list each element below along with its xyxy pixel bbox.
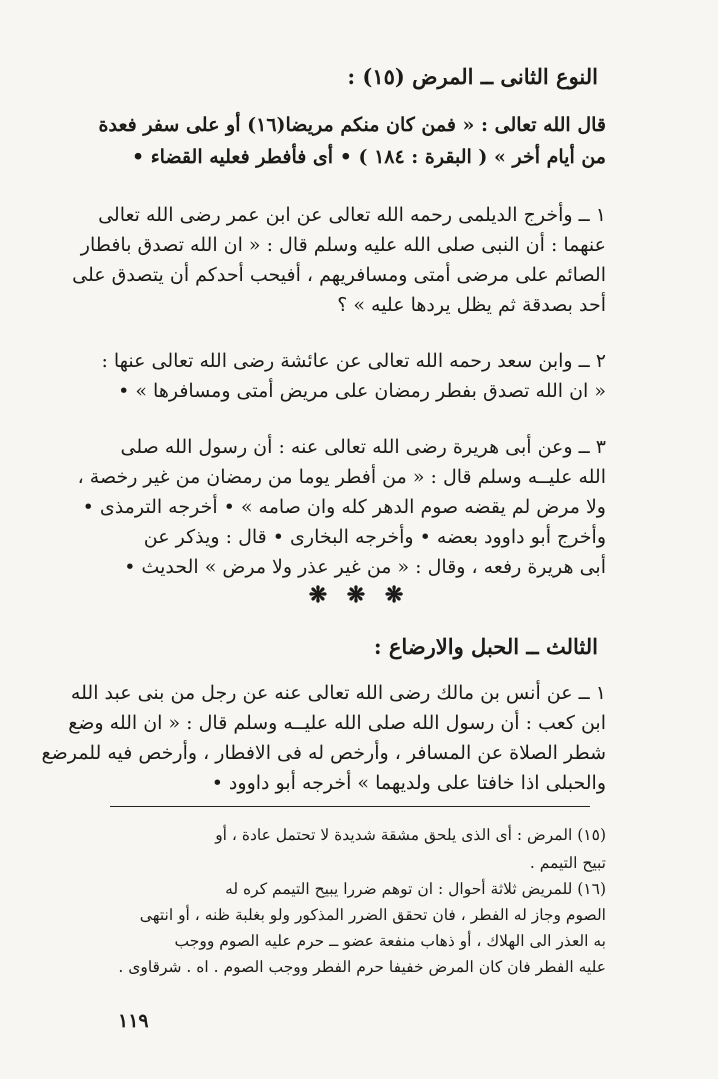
footnote-16-line-1: (١٦) للمريض ثلاثة أحوال : ان توهم ضررا يبيح التيمم كره له <box>225 880 606 898</box>
section-heading-pregnancy: الثالث ــ الحبل والارضاع : <box>373 634 598 659</box>
hadith-3-line-1: ٣ ــ وعن أبى هريرة رضى الله تعالى عنه : أن رسول الله صلى <box>120 436 606 458</box>
section-separator: ❋ ❋ ❋ <box>308 582 410 608</box>
hadith-1-line-2: عنهما : أن النبى صلى الله عليه وسلم قال : « ان الله تصدق بافطار <box>80 234 606 256</box>
hadith-1-line-1: ١ ــ وأخرج الديلمى رحمه الله تعالى عن ابن عمر رضى الله تعالى <box>98 204 606 226</box>
footnote-16-line-4: عليه الفطر فان كان المرض خفيفا حرم الفطر ووجب الصوم . اه . شرقاوى . <box>118 958 606 976</box>
footnote-15-line-2: تبيح التيمم . <box>529 854 606 872</box>
hadith-4-line-3: شطر الصلاة عن المسافر ، وأرخص له فى الافطار ، وأرخص فيه للمرضع <box>41 742 606 764</box>
hadith-3-line-4: وأخرج أبو داوود بعضه • وأخرجه البخارى • قال : ويذكر عن <box>143 526 606 548</box>
hadith-3-line-5: أبى هريرة رفعه ، وقال : « من غير عذر ولا مرض » الحديث • <box>124 556 606 578</box>
hadith-4-line-2: ابن كعب : أن رسول الله صلى الله عليــه وسلم قال : « ان الله وضع <box>68 712 606 734</box>
hadith-3-line-2: الله عليــه وسلم قال : « من أفطر يوما من رمضان من غير رخصة ، <box>77 466 606 488</box>
page-number: ١١٩ <box>118 1010 149 1032</box>
section-heading-disease: النوع الثانى ــ المرض (١٥) : <box>347 64 598 89</box>
hadith-4-line-1: ١ ــ عن أنس بن مالك رضى الله تعالى عنه عن رجل من بنى عبد الله <box>70 682 606 704</box>
footnote-16-line-2: الصوم وجاز له الفطر ، فان تحقق الضرر المذكور ولو بغلبة ظنه ، أو انتهى <box>139 906 606 924</box>
hadith-1-line-3: الصائم على مرضى أمتى ومسافريهم ، أفيحب أحدكم أن يتصدق على <box>72 264 606 286</box>
hadith-3-line-3: ولا مرض لم يقضه صوم الدهر كله وان صامه » • أخرجه الترمذى • <box>82 496 606 518</box>
quran-verse-line-2: من أيام أخر » ( البقرة : ١٨٤ ) • أى فأفطر فعليه القضاء • <box>131 146 606 168</box>
footnote-divider <box>110 806 590 807</box>
quran-verse-line-1: قال الله تعالى : « فمن كان منكم مريضا(١٦) أو على سفر فعدة <box>98 114 606 136</box>
hadith-4-line-4: والحبلى اذا خافتا على ولديهما » أخرجه أبو داوود • <box>211 772 606 794</box>
hadith-1-line-4: أحد بصدقة ثم يظل يردها عليه » ؟ <box>337 294 606 316</box>
footnote-15-line-1: (١٥) المرض : أى الذى يلحق مشقة شديدة لا تحتمل عادة ، أو <box>215 826 606 844</box>
hadith-2-line-2: « ان الله تصدق بفطر رمضان على مريض أمتى ومسافرها » • <box>118 380 606 402</box>
footnote-16-line-3: به العذر الى الهلاك ، أو ذهاب منفعة عضو ــ حرم عليه الصوم ووجب <box>174 932 606 950</box>
hadith-2-line-1: ٢ ــ وابن سعد رحمه الله تعالى عن عائشة رضى الله تعالى عنها : <box>101 350 606 372</box>
